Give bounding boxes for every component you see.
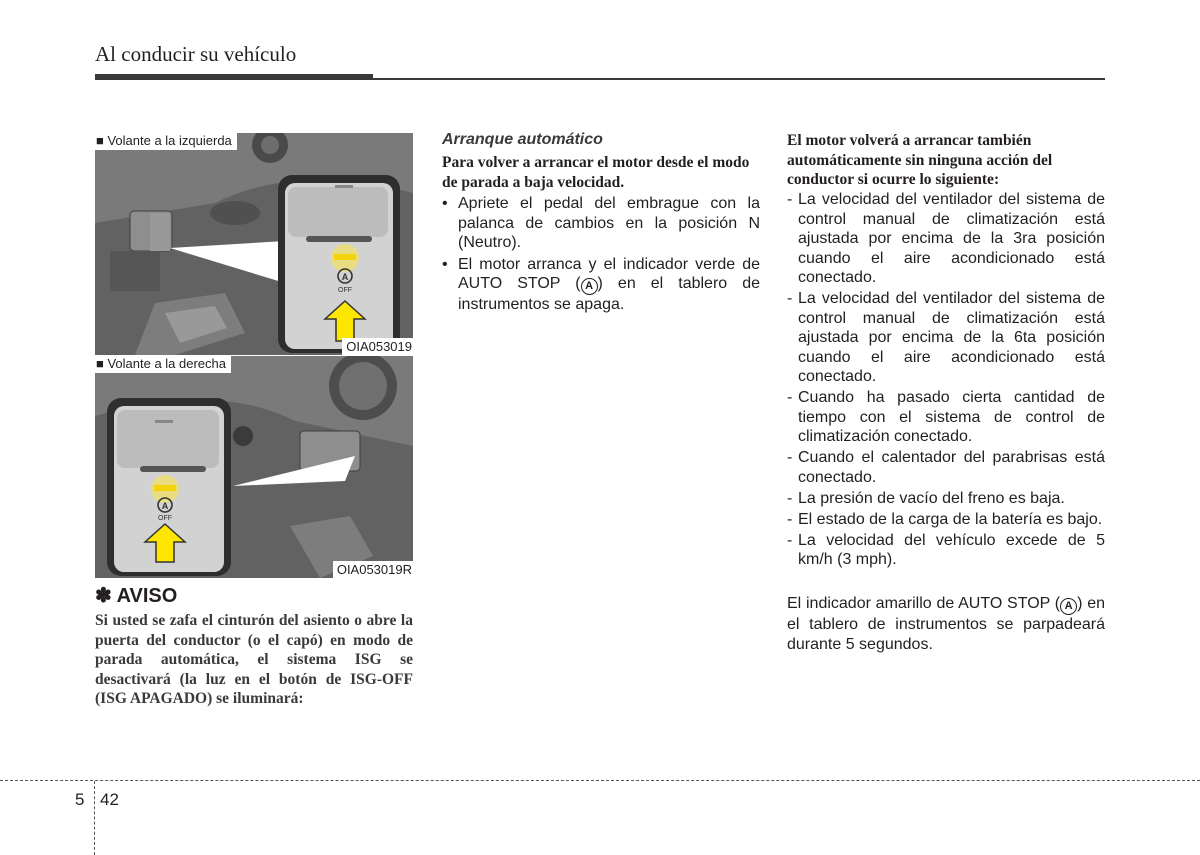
dash-marker: - bbox=[787, 449, 793, 466]
button-symbol: A bbox=[341, 272, 349, 282]
list-item bbox=[787, 289, 1105, 387]
auto-stop-icon: A bbox=[581, 278, 598, 295]
aviso-title: ✽ AVISO bbox=[95, 585, 178, 607]
footer-vertical-divider bbox=[94, 781, 95, 855]
figure-right-hand-drive bbox=[95, 356, 413, 578]
dash-marker: - bbox=[787, 531, 793, 549]
section-lead: Para volver a arrancar el motor desde el modo de parada a baja velocidad. bbox=[442, 154, 750, 191]
list-item-text: La presión de vacío del freno es baja. bbox=[798, 489, 1065, 507]
condition-list bbox=[787, 190, 1105, 571]
list-item-text: Cuando el calentador del parabrisas está conectado. bbox=[798, 449, 1105, 486]
figure-left-hand-drive bbox=[95, 133, 413, 355]
figure-code: OIA053019 bbox=[342, 338, 413, 355]
list-item bbox=[787, 489, 1105, 509]
list-item-text: El motor arranca y el indicador verde de AUTO STOP ( bbox=[458, 255, 760, 292]
dash-marker: - bbox=[787, 489, 793, 507]
button-symbol: A bbox=[161, 501, 169, 511]
button-off-label: OFF bbox=[158, 515, 172, 522]
header-rule-thin bbox=[373, 78, 1105, 80]
section-lead: El motor volverá a arrancar también automáticamente sin ninguna acción del conductor si ocurre lo siguiente: bbox=[787, 132, 1053, 188]
list-item-text: El estado de la carga de la batería es bajo. bbox=[798, 510, 1103, 528]
dashboard-illustration bbox=[95, 356, 413, 578]
section-number: 5 bbox=[75, 790, 85, 809]
closing-paragraph bbox=[787, 594, 1105, 654]
header-rule bbox=[95, 74, 373, 80]
dashboard-illustration bbox=[95, 133, 413, 355]
page-header-title: Al conducir su vehículo bbox=[95, 42, 297, 66]
closing-text: El indicador amarillo de AUTO STOP ( bbox=[787, 595, 1061, 612]
dash-marker: - bbox=[787, 290, 793, 307]
footer-divider bbox=[0, 780, 1200, 781]
section-subtitle: Arranque automático bbox=[442, 131, 603, 148]
bullet-marker: • bbox=[442, 195, 448, 212]
list-item bbox=[787, 531, 1105, 570]
auto-stop-icon: A bbox=[1060, 598, 1077, 615]
figure-caption: ■ Volante a la izquierda bbox=[95, 133, 237, 150]
dash-marker: - bbox=[787, 191, 793, 208]
list-item-text: La velocidad del ventilador del sistema de control manual de climatización está ajustada por encima de la 3ra posición cuando el aire acondicionado está conectado. bbox=[798, 191, 1105, 286]
figure-code: OIA053019R bbox=[333, 561, 413, 578]
closing-text: ) en el tablero de instrumentos se parpadeará durante 5 segundos. bbox=[787, 595, 1105, 653]
list-item bbox=[442, 255, 760, 315]
list-item bbox=[787, 190, 1105, 288]
list-item bbox=[787, 448, 1105, 487]
aviso-body: Si usted se zafa el cinturón del asiento o abre la puerta del conductor (o el capó) en modo de parada automática, el sistema ISG se desactivará (la luz en el botón de ISG-OFF (ISG APAGADO) se iluminará: bbox=[95, 612, 413, 707]
list-item bbox=[787, 510, 1105, 530]
dash-marker: - bbox=[787, 510, 793, 528]
list-item-text: Apriete el pedal del embrague con la palanca de cambios en la posición N (Neutro). bbox=[458, 195, 760, 251]
dash-marker: - bbox=[787, 389, 793, 406]
bullet-list bbox=[442, 194, 760, 317]
list-item-text: ) en el tablero de instrumentos se apaga. bbox=[458, 275, 760, 313]
list-item bbox=[442, 194, 760, 253]
figure-caption: ■ Volante a la derecha bbox=[95, 356, 231, 373]
list-item-text: La velocidad del vehículo excede de 5 km/h (3 mph). bbox=[798, 531, 1105, 568]
page-number: 42 bbox=[100, 790, 119, 809]
list-item bbox=[787, 388, 1105, 447]
list-item-text: Cuando ha pasado cierta cantidad de tiempo con el sistema de control de climatización conectado. bbox=[798, 389, 1105, 445]
list-item-text: La velocidad del ventilador del sistema de control manual de climatización está ajustada por encima de la 6ta posición cuando el aire acondicionado está conectado. bbox=[798, 290, 1105, 385]
bullet-marker: • bbox=[442, 255, 448, 273]
button-off-label: OFF bbox=[338, 287, 352, 294]
